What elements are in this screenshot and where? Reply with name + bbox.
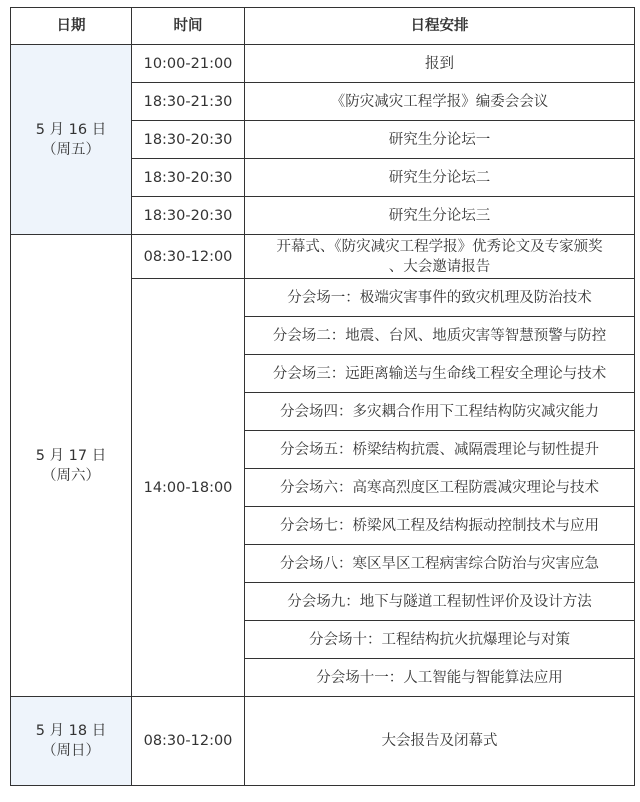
date-label: 5 月 17 日 bbox=[35, 447, 107, 464]
header-date: 日期 bbox=[11, 8, 132, 45]
event-cell: 研究生分论坛一 bbox=[245, 121, 635, 159]
date-cell-day3 bbox=[11, 697, 132, 786]
date-cell-day2 bbox=[11, 235, 132, 697]
session-cell: 分会场七：桥梁风工程及结构振动控制技术与应用 bbox=[245, 507, 635, 545]
date-label: 5 月 16 日 bbox=[35, 121, 107, 138]
session-cell: 分会场一：极端灾害事件的致灾机理及防治技术 bbox=[245, 279, 635, 317]
time-cell: 18:30-20:30 bbox=[132, 121, 245, 159]
time-cell: 18:30-20:30 bbox=[132, 197, 245, 235]
date-cell-day1 bbox=[11, 45, 132, 235]
weekday-label: （周六） bbox=[42, 467, 100, 484]
session-cell: 分会场六：高寒高烈度区工程防震减灾理论与技术 bbox=[245, 469, 635, 507]
session-cell: 分会场四：多灾耦合作用下工程结构防灾减灾能力 bbox=[245, 393, 635, 431]
event-cell: 大会报告及闭幕式 bbox=[245, 697, 635, 786]
event-cell: 《防灾减灾工程学报》编委会会议 bbox=[245, 83, 635, 121]
time-cell: 18:30-20:30 bbox=[132, 159, 245, 197]
weekday-label: （周五） bbox=[42, 141, 100, 158]
event-cell: 报到 bbox=[245, 45, 635, 83]
event-cell: 研究生分论坛二 bbox=[245, 159, 635, 197]
schedule-table bbox=[10, 7, 635, 786]
table-row bbox=[11, 235, 635, 279]
time-cell: 08:30-12:00 bbox=[132, 697, 245, 786]
event-line: 开幕式、《防灾减灾工程学报》优秀论文及专家颁奖 bbox=[276, 238, 603, 255]
table-row bbox=[11, 697, 635, 786]
header-row bbox=[11, 8, 635, 45]
session-cell: 分会场十：工程结构抗火抗爆理论与对策 bbox=[245, 621, 635, 659]
table-row bbox=[11, 45, 635, 83]
event-line: 、大会邀请报告 bbox=[388, 258, 491, 275]
header-time: 时间 bbox=[132, 8, 245, 45]
session-cell: 分会场二：地震、台风、地质灾害等智慧预警与防控 bbox=[245, 317, 635, 355]
session-cell: 分会场八：寒区旱区工程病害综合防治与灾害应急 bbox=[245, 545, 635, 583]
session-cell: 分会场五：桥梁结构抗震、减隔震理论与韧性提升 bbox=[245, 431, 635, 469]
header-schedule: 日程安排 bbox=[245, 8, 635, 45]
session-cell: 分会场三：远距离输送与生命线工程安全理论与技术 bbox=[245, 355, 635, 393]
time-cell: 08:30-12:00 bbox=[132, 235, 245, 279]
time-cell: 14:00-18:00 bbox=[132, 279, 245, 697]
time-cell: 10:00-21:00 bbox=[132, 45, 245, 83]
date-label: 5 月 18 日 bbox=[35, 723, 107, 739]
event-cell: 研究生分论坛三 bbox=[245, 197, 635, 235]
session-cell: 分会场九：地下与隧道工程韧性评价及设计方法 bbox=[245, 583, 635, 621]
weekday-label: （周日） bbox=[42, 743, 100, 759]
session-cell: 分会场十一：人工智能与智能算法应用 bbox=[245, 659, 635, 697]
event-cell bbox=[245, 235, 635, 279]
time-cell: 18:30-21:30 bbox=[132, 83, 245, 121]
